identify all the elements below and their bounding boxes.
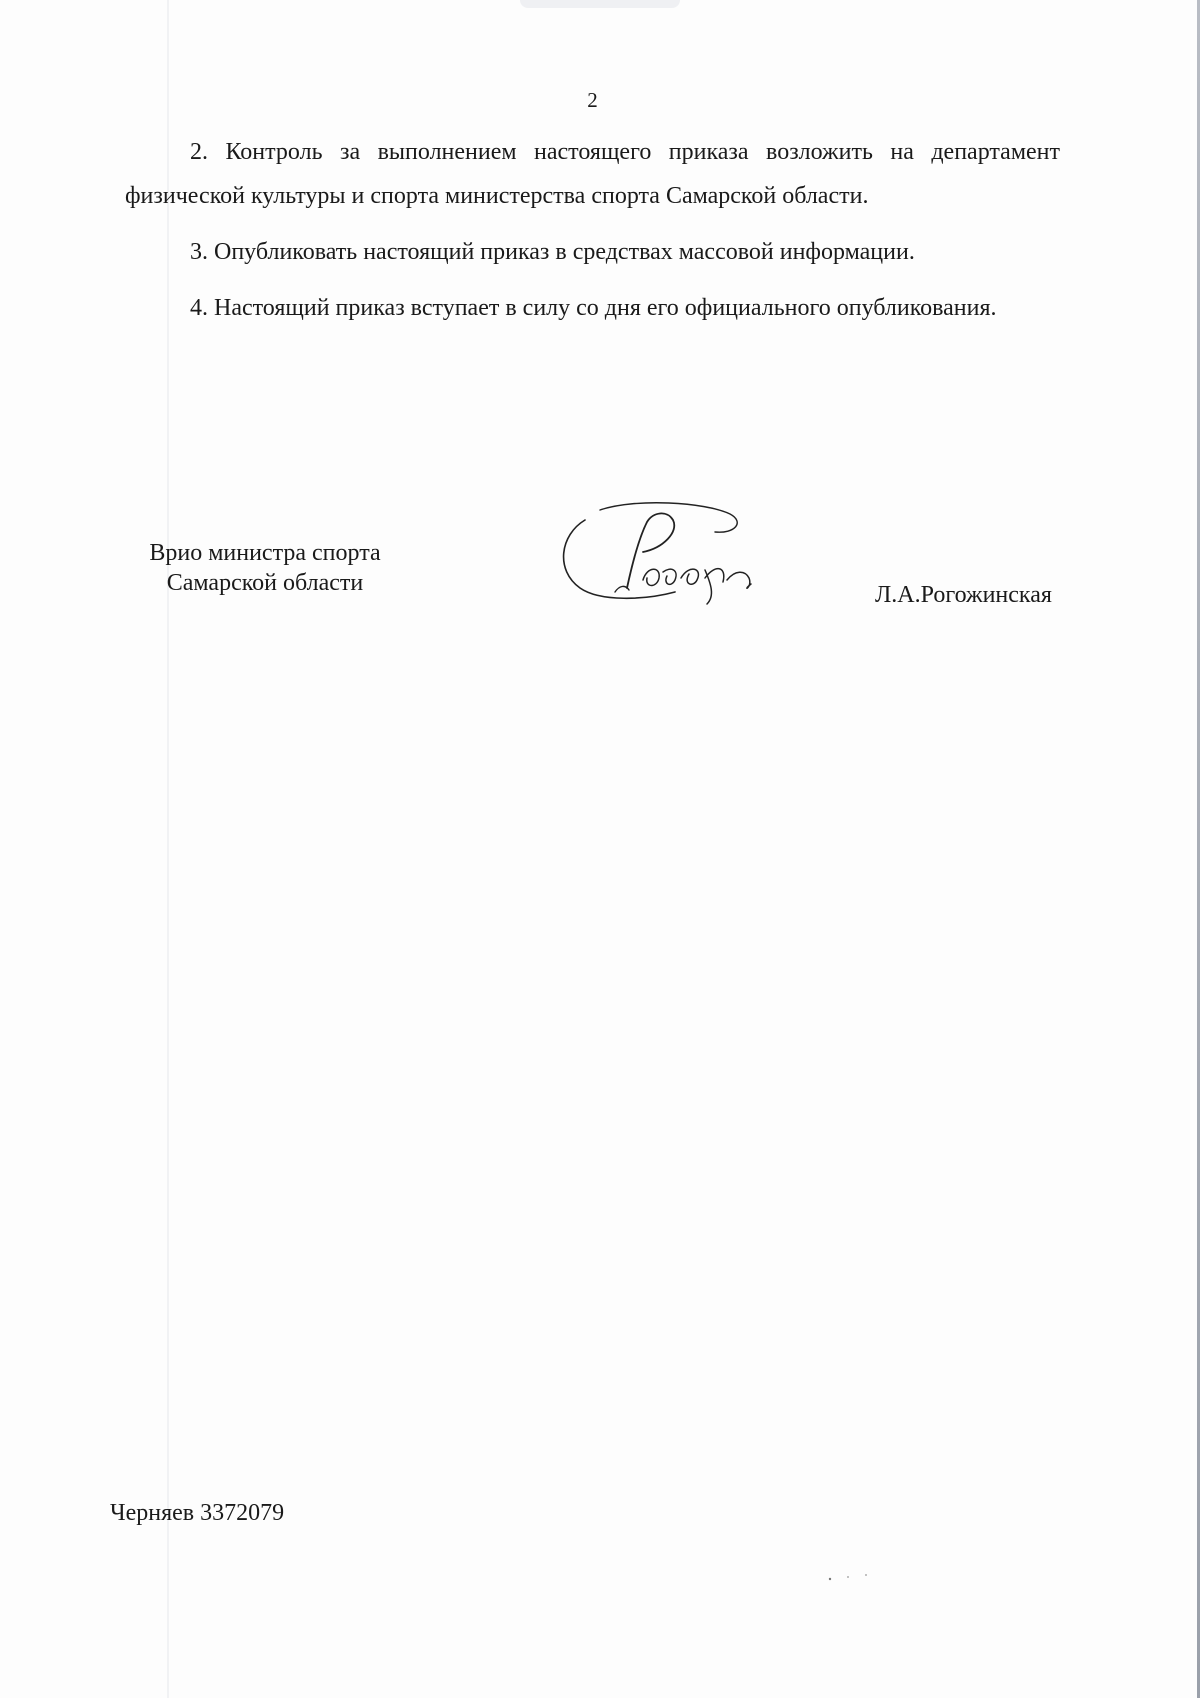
- position-line-1: Врио министра спорта: [149, 540, 381, 566]
- page-number: 2: [587, 88, 598, 112]
- signer-name: Л.А.Рогожинская: [875, 582, 1052, 608]
- document-body: [125, 130, 1060, 330]
- position-line-2: Самарской области: [166, 570, 364, 596]
- handwritten-signature: [555, 500, 795, 610]
- paragraph-effective: 4. Настоящий приказ вступает в силу со дня его официального опубликования.: [190, 295, 997, 321]
- executor-contact: Черняев 3372079: [110, 1500, 285, 1526]
- scan-specks: [826, 1570, 886, 1584]
- scan-artifact: [520, 0, 680, 8]
- paragraph-publish: 3. Опубликовать настоящий приказ в средствах массовой информации.: [190, 239, 915, 265]
- signature-text: Рогож: [555, 500, 558, 501]
- signatory-position: [125, 538, 405, 598]
- paragraph-control: 2. Контроль за выполнением настоящего приказа возложить на департамент физической культуры и спорта министерства спорта Самарской области.: [125, 139, 1060, 209]
